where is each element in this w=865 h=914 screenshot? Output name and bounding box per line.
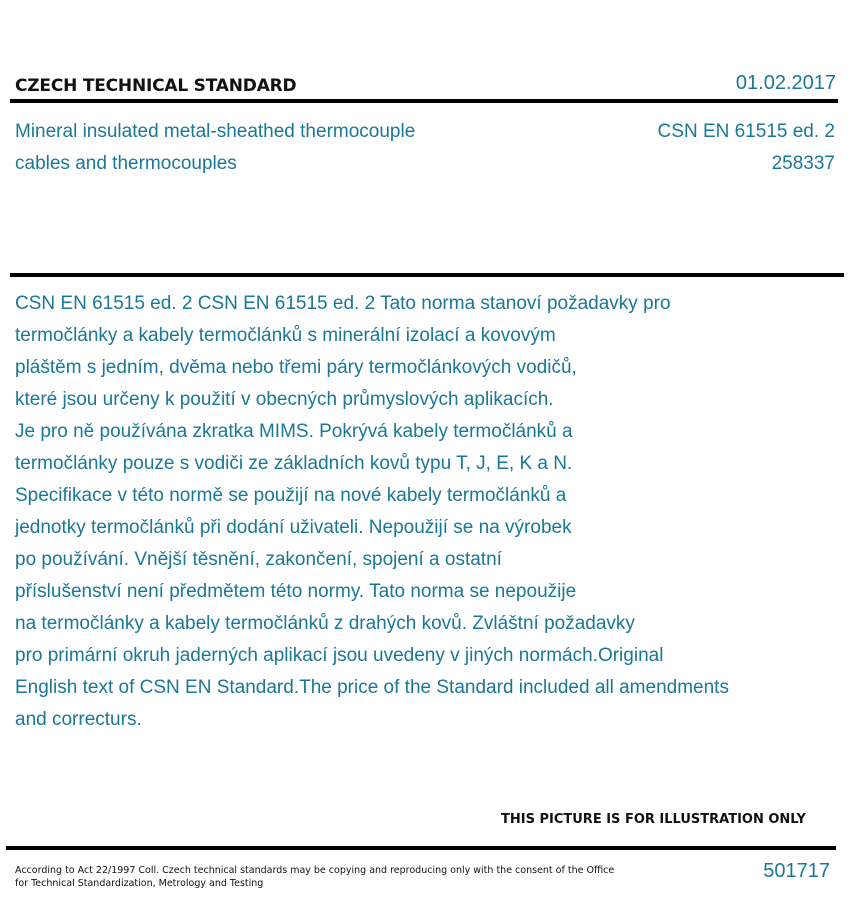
abstract-line: jednotky termočlánků při dodání uživateli. Nepoužijí se na výrobek <box>15 517 572 538</box>
copyright-notice-line: for Technical Standardization, Metrology and Testing <box>15 878 264 889</box>
copyright-notice-line: According to Act 22/1997 Coll. Czech technical standards may be copying and reproducing only with the consent of the Office <box>15 865 615 876</box>
standard-title-line: Mineral insulated metal-sheathed thermocouple <box>15 121 416 142</box>
standard-code: CSN EN 61515 ed. 2 <box>657 121 835 142</box>
abstract-line: Je pro ně používána zkratka MIMS. Pokrývá kabely termočlánků a <box>15 421 573 442</box>
header-divider <box>10 99 838 103</box>
abstract-line: English text of CSN EN Standard.The price of the Standard included all amendments <box>15 677 729 698</box>
document-number: 501717 <box>763 860 830 882</box>
standard-abstract <box>15 288 845 736</box>
abstract-line: příslušenství není předmětem této normy. Tato norma se nepoužije <box>15 581 577 602</box>
abstract-line: Specifikace v této normě se použijí na nové kabely termočlánků a <box>15 485 567 506</box>
publication-date: 01.02.2017 <box>735 72 836 94</box>
illustration-disclaimer: THIS PICTURE IS FOR ILLUSTRATION ONLY <box>501 812 806 827</box>
abstract-line: pláštěm s jedním, dvěma nebo třemi páry termočlánkových vodičů, <box>15 357 577 378</box>
abstract-line: CSN EN 61515 ed. 2 CSN EN 61515 ed. 2 Tato norma stanoví požadavky pro <box>15 293 671 314</box>
abstract-line: and correcturs. <box>15 709 142 730</box>
title-divider <box>10 273 844 277</box>
document-type-label: CZECH TECHNICAL STANDARD <box>15 76 297 96</box>
standard-code-block <box>658 116 835 180</box>
abstract-line: termočlánky a kabely termočlánků s minerální izolací a kovovým <box>15 325 556 346</box>
abstract-line: pro primární okruh jaderných aplikací jsou uvedeny v jiných normách.Original <box>15 645 664 666</box>
abstract-line: po používání. Vnější těsnění, zakončení, spojení a ostatní <box>15 549 502 570</box>
footer-divider <box>6 846 836 850</box>
classification-number: 258337 <box>771 153 835 174</box>
standard-title-line: cables and thermocouples <box>15 153 237 174</box>
standard-title <box>15 116 495 180</box>
abstract-line: které jsou určeny k použití v obecných průmyslových aplikacích. <box>15 389 554 410</box>
abstract-line: termočlánky pouze s vodiči ze základních kovů typu T, J, E, K a N. <box>15 453 573 474</box>
copyright-notice <box>15 864 615 890</box>
abstract-line: na termočlánky a kabely termočlánků z drahých kovů. Zvláštní požadavky <box>15 613 635 634</box>
